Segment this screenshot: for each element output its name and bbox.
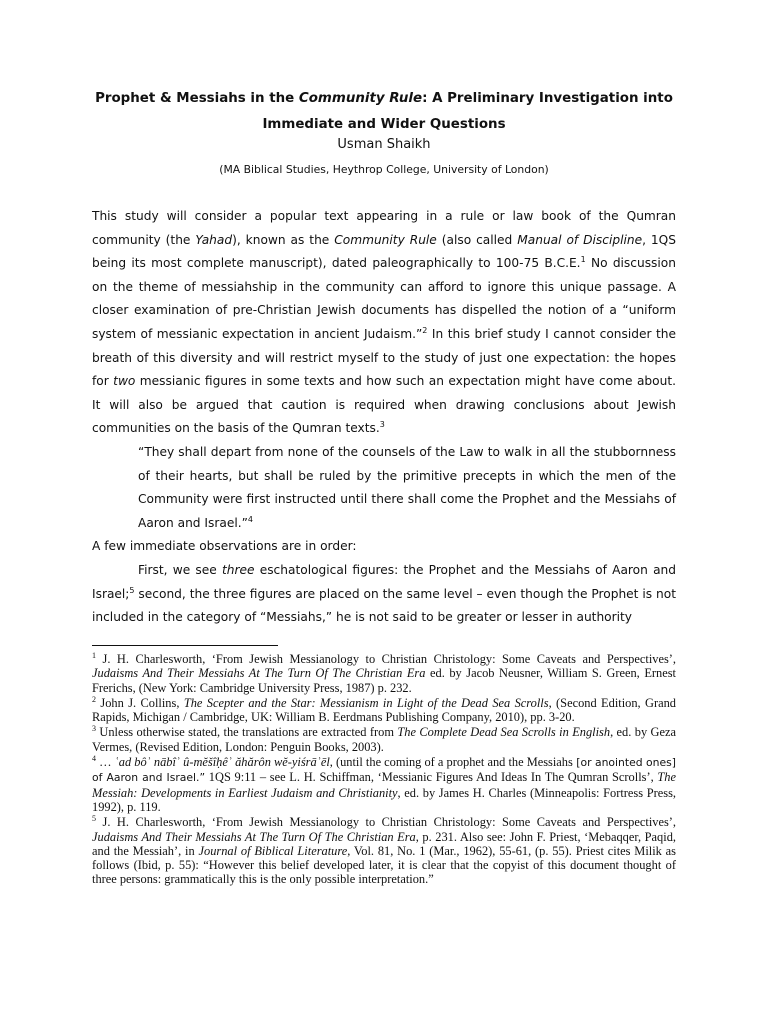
footnote-3 [92, 725, 676, 754]
text-run: ), known as the [232, 232, 335, 247]
quote-text: “They shall depart from none of the counsels of the Law to walk in all the stubbornness of their hearts, but shall be ruled by the primitive precepts in which the men of the Community were first instructed until there shall come the Prophet and the Messiahs of Aaron and Israel.” [138, 444, 676, 530]
text-run: [or anointed ones] of Aaron and Israel.” [92, 756, 676, 785]
text-run: J. H. Charlesworth, ‘From Jewish Messianology to Christian Christology: Some Caveats and Perspectives’, [96, 652, 676, 666]
text-run: … [96, 755, 115, 770]
text-run: ed. by Jacob Neusner, William S. Green, Ernest Frerichs, (New York: Cambridge University Press, 1987) p. 232. [92, 666, 676, 695]
text-run: No discussion on the theme of messiahship in the community can afford to ignore this unique passage. A closer examination of pre-Christian Jewish documents has dispelled the notion of a “uniform system of messianic expectation in ancient Judaism.” [92, 256, 676, 341]
body-text [92, 205, 676, 630]
text-run: In this brief study I cannot consider the breath of this diversity and will restrict myself to the study of just one expectation: the hopes for [92, 326, 676, 389]
footnote-ref-1[interactable]: 1 [580, 255, 586, 265]
italic-run: three [221, 562, 255, 577]
footnote-ref-2[interactable]: 2 [422, 325, 428, 335]
paragraph-3 [92, 559, 676, 630]
footnote-5 [92, 815, 676, 886]
footnote-4 [92, 755, 676, 814]
author-affiliation: (MA Biblical Studies, Heythrop College, University of London) [219, 163, 549, 176]
italic-run: two [113, 374, 136, 389]
italic-run: Judaisms And Their Messiahs At The Turn Of The Christian Era [92, 829, 416, 844]
footnote-number: 3 [92, 724, 96, 734]
text-run: Unless otherwise stated, the translations are extracted from [96, 725, 398, 740]
text-run: , ed. by Geza Vermes, (Revised Edition, London: Penguin Books, 2003). [92, 725, 676, 754]
paragraph-1 [92, 205, 676, 441]
italic-run: The Complete Dead Sea Scrolls in English [397, 725, 611, 740]
footnote-1 [92, 652, 676, 695]
italic-run: The Scepter and the Star: Messianism in Light of the Dead Sea Scrolls [183, 695, 549, 710]
italic-run: Yahad [195, 232, 233, 247]
footnote-number: 5 [92, 814, 96, 824]
text-run: eschatological figures: the Prophet and the Messiahs of Aaron and Israel; [92, 562, 676, 601]
title-text-2: : A Preliminary Investigation into Immediate and Wider Questions [262, 91, 673, 132]
italic-run: Community Rule [334, 232, 437, 247]
footnote-number: 2 [92, 694, 96, 704]
block-quote [92, 441, 676, 535]
footnote-separator [92, 645, 278, 646]
footnote-ref-4[interactable]: 4 [247, 514, 253, 524]
footnote-2 [92, 696, 676, 725]
text-run: , Vol. 81, No. 1 (Mar., 1962), 55-61, (p. 55). Priest cites Milik as follows (Ibid, p. 55): “However this belief developed later, it is clear that the copyist of this document thought of three persons: grammatically this is the only possible interpretation.” [92, 843, 677, 887]
footnote-ref-5[interactable]: 5 [129, 585, 135, 595]
text-run: J. H. Charlesworth, ‘From Jewish Messianology to Christian Christology: Some Caveats and Perspectives’, [96, 815, 676, 830]
text-run: First, we see [138, 562, 222, 577]
text-run: , p. 231. Also see: John F. Priest, ‘Mebaqqer, Paqid, and the Messiah’, in [92, 829, 676, 858]
text-run: second, the three figures are placed on the same level – even though the Prophet is not included in the category of “Messiahs,” he is not said to be greater or lesser in authority [92, 586, 676, 625]
text-run: , (until the coming of a prophet and the Messiahs [329, 755, 573, 770]
author-name: Usman Shaikh [337, 137, 431, 152]
footnote-number: 4 [92, 753, 96, 763]
text-run: , (Second Edition, Grand Rapids, Michigan / Cambridge, UK: William B. Eerdmans Publishing Company, 2010), pp. 3-20. [92, 695, 676, 725]
text-run: This study will consider a popular text appearing in a rule or law book of the Qumran community (the [92, 209, 676, 247]
italic-run: Journal of Biblical Literature [198, 843, 348, 858]
text-run: , ed. by James H. Charles (Minneapolis: Fortress Press, 1992), p. 119. [92, 785, 676, 814]
text-run: John J. Collins, [96, 695, 184, 710]
page-title [92, 86, 676, 138]
text-run: , 1QS being its most complete manuscript), dated paleographically to 100-75 B.C.E. [92, 232, 676, 271]
title-text: Prophet & Messiahs in the [95, 91, 299, 106]
footnote-number: 1 [92, 650, 96, 660]
text-run: 1QS 9:11 – see L. H. Schiffman, ‘Messianic Figures And Ideas In The Qumran Scrolls’, [205, 770, 658, 785]
italic-run: ʿad bôʾ nābîʾ û-mĕšîḥêʾ ăhărôn wĕ-yiśrāʾēl [114, 755, 330, 770]
title-italic: Community Rule [298, 91, 423, 106]
italic-run: Judaisms And Their Messiahs At The Turn Of The Christian Era [92, 666, 426, 681]
text-run: (also called [436, 232, 518, 247]
text-run: messianic figures in some texts and how such an expectation might have come about. It will also be argued that caution is required when drawing conclusions about Jewish communities on the basis of the Qumran texts. [92, 374, 676, 436]
italic-run: Manual of Discipline [517, 232, 643, 247]
paragraph-2: A few immediate observations are in order: [92, 539, 357, 554]
footnote-ref-3[interactable]: 3 [379, 420, 385, 430]
italic-run: The Messiah: Developments in Earliest Judaism and Christianity [92, 770, 676, 800]
footnotes [92, 652, 676, 888]
